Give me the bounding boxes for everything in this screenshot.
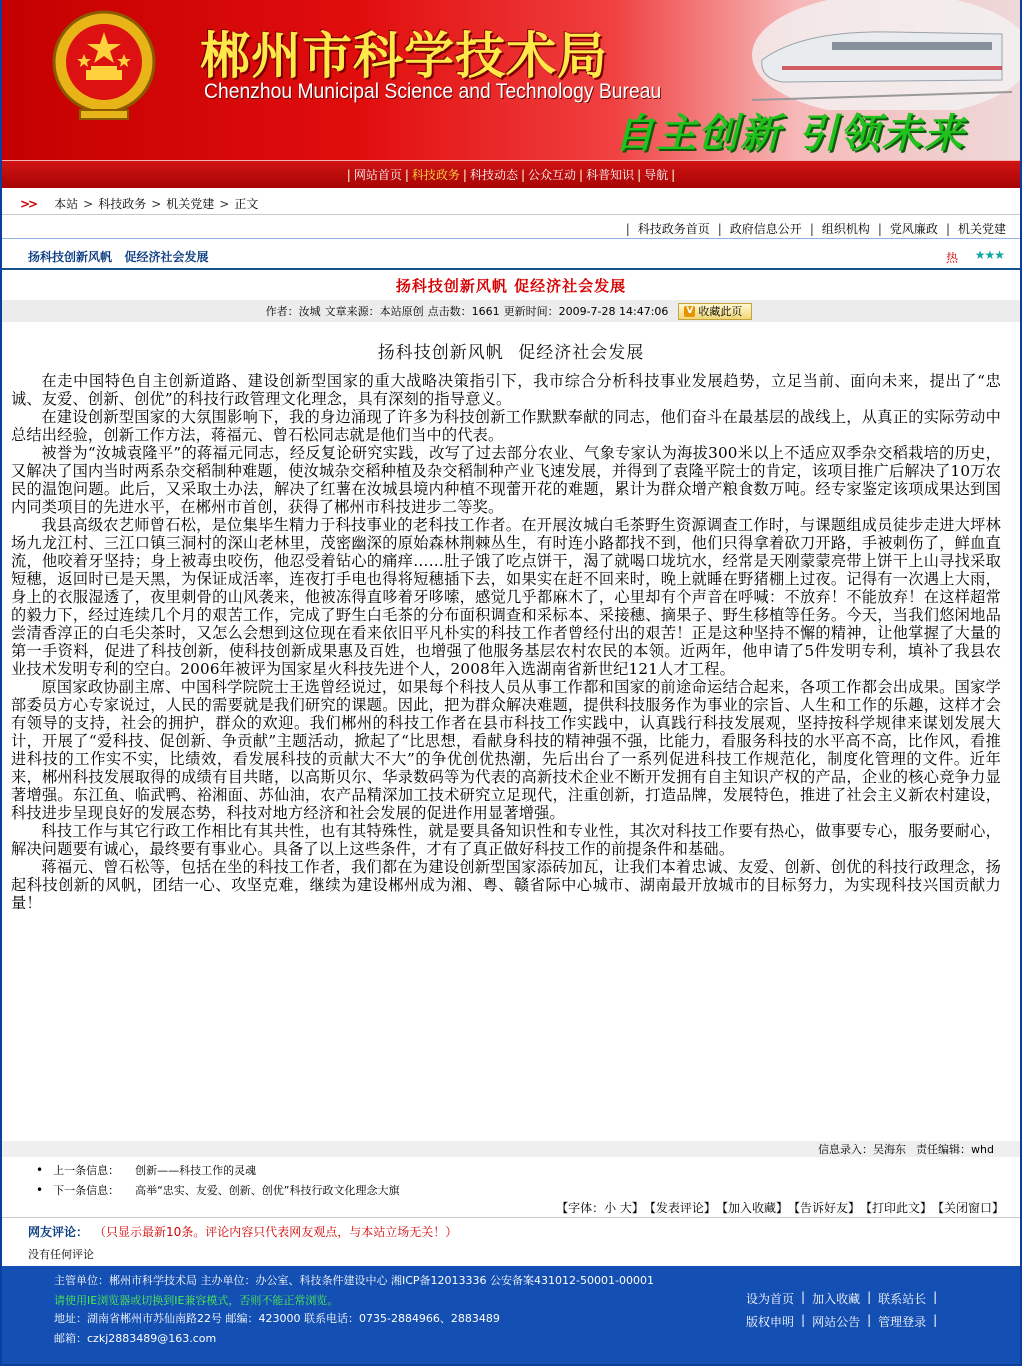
prev-article: [36, 1160, 399, 1180]
subnav-sci-gov-home[interactable]: 科技政务首页: [637, 222, 710, 236]
article-paragraph: 原国家政协副主席、中国科学院院士王选曾经说过，如果每个科技人员从事工作都和国家的前途命运结合起来，各项工作都会出成果。国家学部委员方心专家说过，人民的需要就是我们研究的课题。因此，把为群众解决难题，提供科技服务作为事业的宗旨、人生和工作的乐趣，这样才会有领导的支持，社会的拥护，群众的欢迎。我们郴州的科技工作者在县市科技工作实践中，认真践行科技发展观，坚持按科学规律来谋划发展大计，开展了“爱科技、促创新、争贡献”主题活动，掀起了“比思想，看献身科技的精神强不强，比能力，看服务科技的水平高不高，比作风，看推进科技的工作实不实，比绩效，看发展科技的贡献大不大”的争优创优热潮，先后出台了一系列促进科技工作规范化，制度化管理的文件。近年来，郴州科技发展取得的成绩有目共睹，以高斯贝尔、华录数码等为代表的高新技术企业不断开发拥有自主知识产权的产品，企业的核心竞争力显著增强。东江鱼、临武鸭、裕湘面、苏仙油，农产品精深加工技术研究立足现代，注重创新，打造品牌，发展特色，推进了社会主义新农村建设，科技进步呈现良好的发展态势，科技对地方经济和社会发展的促进作用显著增强。: [11, 678, 1001, 822]
article-heading: 扬科技创新风帆 促经济社会发展: [377, 343, 645, 363]
article-title: 扬科技创新风帆 促经济社会发展: [395, 277, 627, 295]
footer-browser-warning: 请使用IE浏览器或切换到IE兼容模式，否则不能正常浏览。: [54, 1294, 339, 1307]
article-paragraph: 在建设创新型国家的大氛围影响下，我的身边涌现了许多为科技创新工作默默奉献的同志，他们奋斗在最基层的战线上，从真正的实际劳动中总结出经验，创新工作方法，蒋福元、曾石松同志就是他们当中的代表。: [11, 408, 1001, 444]
favorite-icon: V: [684, 306, 695, 317]
article-paragraph: 在走中国特色自主创新道路、建设创新型国家的重大战略决策指引下，我市综合分析科技事业发展趋势，立足当前、面向未来，提出了“忠诚、友爱、创新、创优”的科技行政管理文化理念，具有深刻的指导意义。: [11, 372, 1001, 408]
copyright-link[interactable]: 版权申明: [746, 1315, 795, 1329]
site-title: 郴州市科学技术局: [200, 27, 608, 85]
subnav-organization[interactable]: 组织机构: [821, 222, 870, 236]
subnav-gov-info[interactable]: 政府信息公开: [729, 222, 802, 236]
nav-sci-news[interactable]: 科技动态: [469, 168, 518, 182]
no-comments-text: 没有任何评论: [28, 1248, 94, 1261]
slogan: 自主创新 引领未来: [614, 111, 966, 157]
breadcrumb-party[interactable]: 机关党建: [166, 197, 215, 211]
contact-webmaster-link[interactable]: 联系站长: [878, 1292, 927, 1306]
tell-friend-tool[interactable]: 【告诉好友】: [787, 1201, 860, 1215]
nav-navigation[interactable]: 导航: [644, 168, 669, 182]
favorite-button[interactable]: [678, 303, 752, 320]
next-article: [36, 1180, 399, 1200]
entered-by: 信息录入：吴海东: [818, 1143, 907, 1156]
subnav-integrity[interactable]: 党风廉政: [889, 222, 938, 236]
breadcrumb-home[interactable]: 本站: [54, 197, 79, 211]
next-label: • 下一条信息：: [53, 1184, 120, 1197]
nav-sci-gov[interactable]: 科技政务: [411, 168, 460, 182]
meta-hits: 点击数：1661: [427, 305, 500, 318]
post-comment-tool[interactable]: 【发表评论】: [643, 1201, 716, 1215]
comments-label: 网友评论：: [28, 1225, 89, 1239]
rating-stars-icon: ★★★: [974, 248, 1004, 262]
footer-email: 邮箱：czkj2883489@163.com: [54, 1332, 217, 1345]
article-paragraph: 蒋福元、曾石松等，包括在坐的科技工作者，我们都在为建设创新型国家添砖加瓦，让我们本着忠诚、友爱、创新、创优的科技行政理念，扬起科技创新的风帆，团结一心、攻坚克难，继续为建设郴州成为湘、粤、赣省际中心城市、湖南最开放城市的目标努力，为实现科技兴国贡献力量！: [11, 858, 1001, 912]
double-chevron-right-icon: >>: [20, 196, 37, 211]
responsible-editor: 责任编辑：whd: [916, 1143, 994, 1156]
announcements-link[interactable]: 网站公告: [812, 1315, 861, 1329]
breadcrumb-sci-gov[interactable]: 科技政务: [98, 197, 147, 211]
meta-updated: 更新时间：2009-7-28 14:47:06: [503, 305, 669, 318]
meta-author: 作者：汝城: [265, 305, 321, 318]
comments-note: （只显示最新10条。评论内容只代表网友观点，与本站立场无关！）: [94, 1225, 458, 1239]
national-emblem-icon: [50, 6, 158, 124]
nav-home[interactable]: 网站首页: [353, 168, 402, 182]
site-title-english: Chenzhou Municipal Science and Technology Bureau: [204, 80, 662, 103]
meta-source: 文章来源：本站原创: [324, 305, 424, 318]
strip-title: 扬科技创新风帆 促经济社会发展: [28, 249, 209, 264]
nav-public-interaction[interactable]: 公众互动: [528, 168, 577, 182]
article-title-strip: [2, 244, 1020, 270]
footer-address: 地址：湖南省郴州市苏仙南路22号 邮编：423000 联系电话：0735-2884966、2883489: [54, 1312, 500, 1325]
train-image: [742, 0, 1020, 110]
hot-badge: 热: [945, 251, 958, 265]
sub-nav: | 科技政务首页 | 政府信息公开 | 组织机构 | 党风廉政 | 机关党建: [2, 219, 1020, 239]
article-credits: [2, 1141, 1020, 1157]
add-favorite-tool[interactable]: 【加入收藏】: [715, 1201, 788, 1215]
print-tool[interactable]: 【打印此文】: [859, 1201, 932, 1215]
subnav-party[interactable]: 机关党建: [957, 222, 1006, 236]
footer-links: 设为首页 | 加入收藏 | 联系站长 | 版权申明 | 网站公告 | 管理登录 |: [746, 1290, 938, 1329]
site-banner: [2, 0, 1020, 160]
article-paragraph: 科技工作与其它行政工作相比有其共性，也有其特殊性，就是要具备知识性和专业性，其次对科技工作要有热心，做事要专心，服务要耐心，解决问题要有诚心，最终要有事业心。具备了以上这些条件，才有了真正做好科技工作的前提条件和基础。: [11, 822, 1001, 858]
article-paragraph: 我县高级农艺师曾石松，是位集毕生精力于科技事业的老科技工作者。在开展汝城白毛茶野生资源调查工作时，与课题组成员徒步走进大坪林场九龙江村、三江口镇三洞村的深山老林里，茂密幽深的原始森林荆棘丛生，有时连小路都找不到，他们只得拿着砍刀开路，手被刺伤了，鲜血直流，他咬着牙坚持；身上被毒虫咬伤，他忍受着钻心的痛痒……肚子饿了吃点饼干，渴了就喝口垅坑水，经常是天刚蒙蒙亮带上饼干上山寻找采取短穗，返回时已是天黑，为保证成活率，连夜打手电也得将短穗插下去，如果实在赶不回来时，晚上就睡在野猪棚上过夜。记得有一次遇上大雨，身上的衣服湿透了，夜里刺骨的山风袭来，他被冻得直哆着牙哆嗦，感觉几乎都麻木了，心里却有个声音在呼喊：不放弃！不能放弃！在这样超常的毅力下，经过连续几个月的艰苦工作，完成了野生白毛茶的分布面积调查和采标本、采接穗、摘果子、野生移植等任务。今天，当我们悠闲地品尝清香淳正的白毛尖茶时，又怎么会想到这位现在看来依旧平凡朴实的科技工作者曾经付出的艰苦！正是这种坚持不懈的精神，让他掌握了大量的第一手资料，促进了科技创新，使科技创新成果惠及百姓，也增强了他服务基层农村农民的本领。近两年，他申请了5件发明专利，填补了我县农业技术发明专利的空白。2006年被评为国家星火科技先进个人，2008年入选湖南省新世纪121人才工程。: [11, 516, 1001, 678]
nav-popular-science[interactable]: 科普知识: [586, 168, 635, 182]
close-window-tool[interactable]: 【关闭窗口】: [931, 1201, 1004, 1215]
favorite-label: 收藏此页: [698, 305, 743, 318]
breadcrumb-current: 正文: [234, 197, 259, 211]
next-article-link[interactable]: 高举“忠实、友爱、创新、创优”科技行政文化理念大旗: [135, 1184, 400, 1197]
admin-login-link[interactable]: 管理登录: [878, 1315, 927, 1329]
prev-article-link[interactable]: 创新——科技工作的灵魂: [135, 1164, 257, 1177]
add-favorite-link[interactable]: 加入收藏: [812, 1292, 861, 1306]
article-body: [11, 372, 1001, 1140]
footer-sponsor: 主管单位：郴州市科学技术局 主办单位：办公室、科技条件建设中心 湘ICP备12013336 公安备案431012-50001-00001: [54, 1274, 654, 1287]
site-footer: [2, 1266, 1020, 1364]
prev-label: • 上一条信息：: [53, 1164, 120, 1177]
article-meta: [2, 300, 1020, 322]
article-tools: [2, 1199, 1020, 1216]
breadcrumb: >> 本站 > 科技政务 > 机关党建 > 正文: [2, 193, 1020, 215]
article-paragraph: 被誉为“汝城袁隆平”的蒋福元同志，经反复论研究实践，改写了过去部分农业、气象专家认为海拔300米以上不适应双季杂交稻栽培的历史，又解决了国内当时两系杂交稻制种难题，使汝城杂交稻种植及杂交稻制种产业飞速发展，并得到了袁隆平院士的肯定，该项目推广后解决了10万农民的温饱问题。此后，又采取土办法，解决了红薯在汝城县境内种植不现蕾开花的难题，累计为群众增产粮食数万吨。经专家鉴定该项成果达到国内同类项目的先进水平，在郴州市首创，获得了郴州市科技进步二等奖。: [11, 444, 1001, 516]
set-homepage-link[interactable]: 设为首页: [746, 1292, 795, 1306]
font-size-tool[interactable]: 【字体：小 大】: [556, 1201, 644, 1215]
comments-header: [2, 1217, 1020, 1245]
prev-next-list: [36, 1160, 399, 1200]
main-nav: | 网站首页 | 科技政务 | 科技动态 | 公众互动 | 科普知识 | 导航 |: [2, 160, 1020, 188]
